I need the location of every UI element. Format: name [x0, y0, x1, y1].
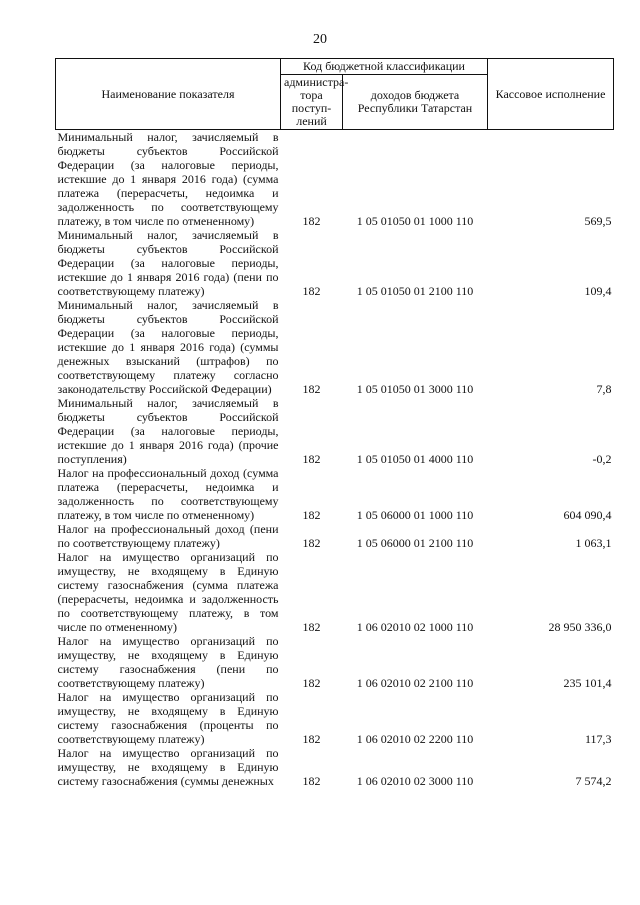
- row-indicator-name: Минимальный налог, зачисляемый в бюджеты субъектов Российской Федерации (за налоговые периоды, истекшие до 1 января 2016 года) (суммы денежных взысканий (штрафов) по соответствующему платежу согласно законодательству Российской Федерации): [57, 298, 279, 396]
- row-administrator-code: 182: [302, 284, 321, 298]
- table-body: [56, 130, 614, 789]
- table-row: [56, 298, 614, 396]
- row-budget-code: 1 05 01050 01 2100 110: [356, 284, 474, 298]
- row-indicator-name: Минимальный налог, зачисляемый в бюджеты субъектов Российской Федерации (за налоговые периоды, истекшие до 1 января 2016 года) (сумма платежа (перерасчеты, недоимка и задолженность по соответствующему платежу, в том числе по отмененному): [57, 130, 279, 228]
- row-amount: -0,2: [592, 452, 612, 466]
- page-number: 20: [313, 32, 327, 47]
- row-administrator-code: 182: [302, 620, 321, 634]
- table-row: [56, 466, 614, 522]
- table-row: [56, 396, 614, 466]
- table-row: [56, 130, 614, 229]
- row-administrator-code: 182: [302, 676, 321, 690]
- table-row: [56, 550, 614, 634]
- row-amount: 117,3: [584, 732, 612, 746]
- row-budget-code: 1 05 06000 01 2100 110: [356, 536, 474, 550]
- row-indicator-name: Налог на имущество организаций по имуществу, не входящему в Единую систему газоснабжения (пени по соответствующему платежу): [57, 634, 279, 690]
- row-budget-code: 1 06 02010 02 1000 110: [356, 620, 474, 634]
- row-amount: 7,8: [596, 382, 612, 396]
- row-administrator-code: 182: [302, 536, 321, 550]
- row-amount: 109,4: [584, 284, 612, 298]
- row-amount: 235 101,4: [563, 676, 612, 690]
- row-administrator-code: 182: [302, 452, 321, 466]
- row-amount: 7 574,2: [575, 774, 612, 788]
- row-administrator-code: 182: [302, 214, 321, 228]
- row-budget-code: 1 05 01050 01 4000 110: [356, 452, 474, 466]
- row-budget-code: 1 05 06000 01 1000 110: [356, 508, 474, 522]
- row-amount: 569,5: [584, 214, 612, 228]
- row-amount: 1 063,1: [575, 536, 612, 550]
- header-revenue-code: доходов бюджета Республики Татарстан: [343, 75, 488, 130]
- row-administrator-code: 182: [302, 508, 321, 522]
- row-indicator-name: Налог на имущество организаций по имуществу, не входящему в Единую систему газоснабжения (сумма платежа (перерасчеты, недоимка и задолженность по соответствующему платежу, в том числе по отмененному): [57, 550, 279, 634]
- budget-table: [55, 58, 614, 788]
- row-indicator-name: Минимальный налог, зачисляемый в бюджеты субъектов Российской Федерации (за налоговые периоды, истекшие до 1 января 2016 года) (прочие поступления): [57, 396, 279, 466]
- table-row: [56, 522, 614, 550]
- row-budget-code: 1 05 01050 01 3000 110: [356, 382, 474, 396]
- row-administrator-code: 182: [302, 732, 321, 746]
- row-budget-code: 1 06 02010 02 2100 110: [356, 676, 474, 690]
- row-indicator-name: Налог на имущество организаций по имуществу, не входящему в Единую систему газоснабжения (проценты по соответствующему платежу): [57, 690, 279, 746]
- row-administrator-code: 182: [302, 774, 321, 788]
- header-administrator: администра-тора поступ-лений: [281, 75, 343, 130]
- row-budget-code: 1 06 02010 02 3000 110: [356, 774, 474, 788]
- row-budget-code: 1 06 02010 02 2200 110: [356, 732, 474, 746]
- table-row: [56, 746, 614, 788]
- row-amount: 604 090,4: [563, 508, 612, 522]
- row-amount: 28 950 336,0: [548, 620, 612, 634]
- row-budget-code: 1 05 01050 01 1000 110: [356, 214, 474, 228]
- header-classification-code: Код бюджетной классификации: [281, 59, 488, 75]
- row-indicator-name: Налог на имущество организаций по имуществу, не входящему в Единую систему газоснабжения (суммы денежных: [57, 746, 279, 788]
- table-row: [56, 634, 614, 690]
- row-indicator-name: Минимальный налог, зачисляемый в бюджеты субъектов Российской Федерации (за налоговые периоды, истекшие до 1 января 2016 года) (пени по соответствующему платежу): [57, 228, 279, 298]
- table-row: [56, 690, 614, 746]
- header-cash-execution: Кассовое исполнение: [488, 59, 614, 130]
- row-indicator-name: Налог на профессиональный доход (пени по соответствующему платежу): [57, 522, 279, 550]
- row-administrator-code: 182: [302, 382, 321, 396]
- table-row: [56, 228, 614, 298]
- header-indicator-name: Наименование показателя: [56, 59, 281, 130]
- row-indicator-name: Налог на профессиональный доход (сумма платежа (перерасчеты, недоимка и задолженность по соответствующему платежу, в том числе по отмененному): [57, 466, 279, 522]
